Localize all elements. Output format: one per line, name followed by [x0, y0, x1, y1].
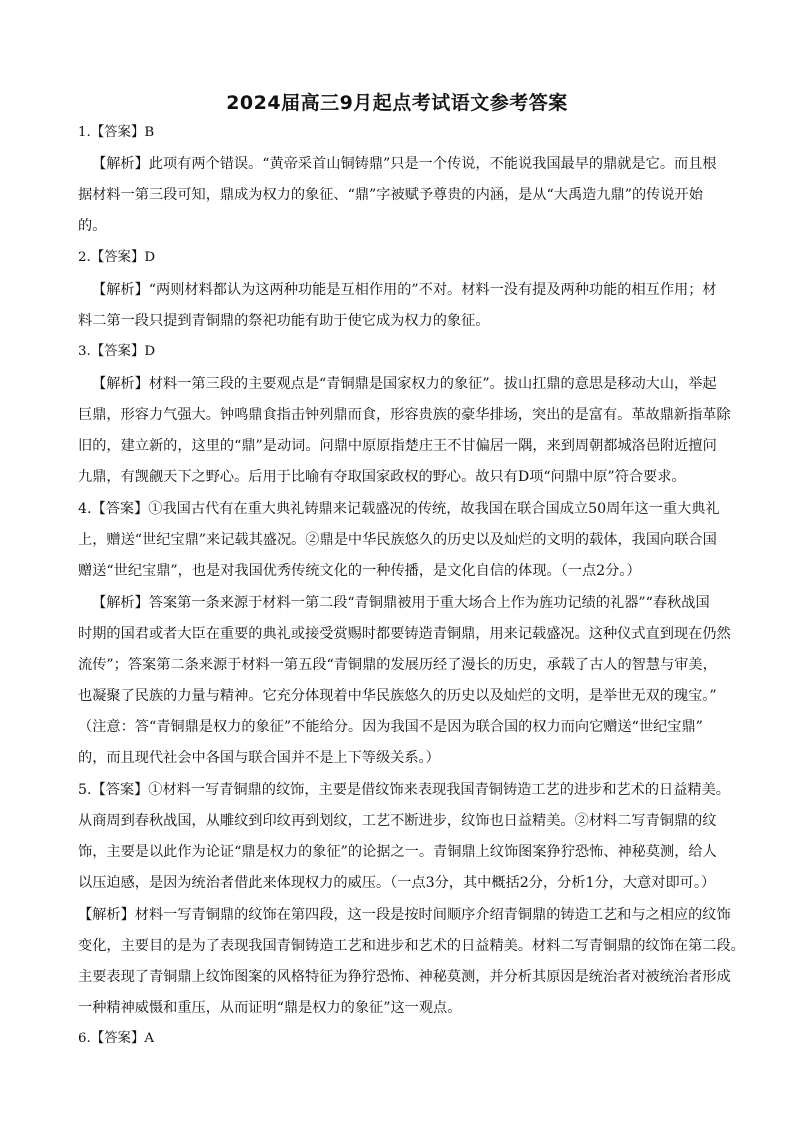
- text-line: 饰，主要是以此作为论证“鼎是权力的象征”的论据之一。青铜鼎上纹饰图案狰狞恐怖、神秘莫测，给人: [78, 844, 717, 860]
- text-line: 也凝聚了民族的力量与精神。它充分体现着中华民族悠久的历史以及灿烂的文明，是举世无双的瑰宝。”: [78, 688, 717, 704]
- text-line: 料二第一段只提到青铜鼎的祭祀功能有助于使它成为权力的象征。: [78, 313, 490, 329]
- answer-5-text: 5.【答案】①材料一写青铜鼎的纹饰，主要是借纹饰来表现我国青铜铸造工艺的进步和艺术的日益精美。: [78, 782, 730, 798]
- text-line: 九鼎，有觊觎天下之野心。后用于比喻有夺取国家政权的野心。故只有D项“问鼎中原”符合要求。: [78, 469, 686, 485]
- text-line: 主要表现了青铜鼎上纹饰图案的风格特征为狰狞恐怖、神秘莫测，并分析其原因是统治者对被统治者形成: [78, 969, 731, 985]
- answer-1-label: 1.【答案】B: [78, 125, 155, 140]
- text-line: 变化，主要目的是为了表现我国青铜铸造工艺和进步和艺术的日益精美。材料二写青铜鼎的纹饰在第二段。: [78, 938, 745, 954]
- text-line: 【解析】答案第一条来源于材料一第二段“青铜鼎被用于重大场合上作为旌功记绩的礼器”“春秋战国: [92, 595, 710, 611]
- answer-4-text: 4.【答案】①我国古代有在重大典礼铸鼎来记载盛况的传统，故我国在联合国成立50周年这一重大典礼: [78, 501, 720, 517]
- text-line: 【解析】此项有两个错误。“黄帝采首山铜铸鼎”只是一个传说，不能说我国最早的鼎就是它。而且根: [92, 156, 717, 172]
- text-line: 【解析】“两则材料都认为这两种功能是互相作用的”不对。材料一没有提及两种功能的相互作用；材: [92, 282, 717, 298]
- text-line: 上，赠送“世纪宝鼎”来记载其盛况。②鼎是中华民族悠久的历史以及灿烂的文明的载体，我国向联合国: [78, 532, 717, 548]
- answer-2-label: 2.【答案】D: [78, 250, 156, 265]
- text-line: 旧的，建立新的，这里的“鼎”是动词。问鼎中原原指楚庄王不甘偏居一隅，来到周朝都城洛邑附近擅问: [78, 438, 717, 454]
- text-line: 的，而且现代社会中各国与联合国并不是上下等级关系。）: [78, 750, 440, 766]
- text-line: 以压迫感，是因为统治者借此来体现权力的威压。（一点3分，其中概括2分，分析1分，大意对即可。）: [78, 875, 716, 891]
- answer-6-label: 6.【答案】A: [78, 1031, 155, 1046]
- text-line: 【解析】材料一写青铜鼎的纹饰在第四段，这一段是按时间顺序介绍青铜鼎的铸造工艺和与之相应的纹饰: [78, 907, 731, 923]
- text-line: 从商周到春秋战国，从雕纹到印纹再到划纹，工艺不断进步，纹饰也日益精美。②材料二写青铜鼎的纹: [78, 813, 717, 829]
- page-title: 2024届高三9月起点考试语文参考答案: [226, 92, 568, 114]
- text-line: 流传”；答案第二条来源于材料一第五段“青铜鼎的发展历经了漫长的历史，承载了古人的智慧与审美，: [78, 657, 717, 673]
- text-line: 的。: [78, 218, 107, 234]
- text-line: 据材料一第三段可知，鼎成为权力的象征、“鼎”字被赋予尊贵的内涵，是从“大禹造九鼎”的传说开始: [78, 187, 703, 203]
- text-line: （注意：答“青铜鼎是权力的象征”不能给分。因为我国不是因为联合国的权力而向它赠送“世纪宝鼎”: [78, 719, 703, 735]
- text-line: 时期的国君或者大臣在重要的典礼或接受赏赐时都要铸造青铜鼎，用来记载盛况。这种仪式直到现在仍然: [78, 626, 731, 642]
- text-line: 赠送“世纪宝鼎”，也是对我国优秀传统文化的一种传播，是文化自信的体现。（一点2分。）: [78, 563, 641, 579]
- answer-3-label: 3.【答案】D: [78, 344, 156, 359]
- text-line: 一种精神威慑和重压，从而证明“鼎是权力的象征”这一观点。: [78, 1000, 462, 1016]
- text-line: 巨鼎，形容力气强大。钟鸣鼎食指击钟列鼎而食，形容贵族的豪华排场，突出的是富有。革故鼎新指革除: [78, 407, 731, 423]
- text-line: 【解析】材料一第三段的主要观点是“青铜鼎是国家权力的象征”。拔山扛鼎的意思是移动大山，举起: [92, 376, 717, 392]
